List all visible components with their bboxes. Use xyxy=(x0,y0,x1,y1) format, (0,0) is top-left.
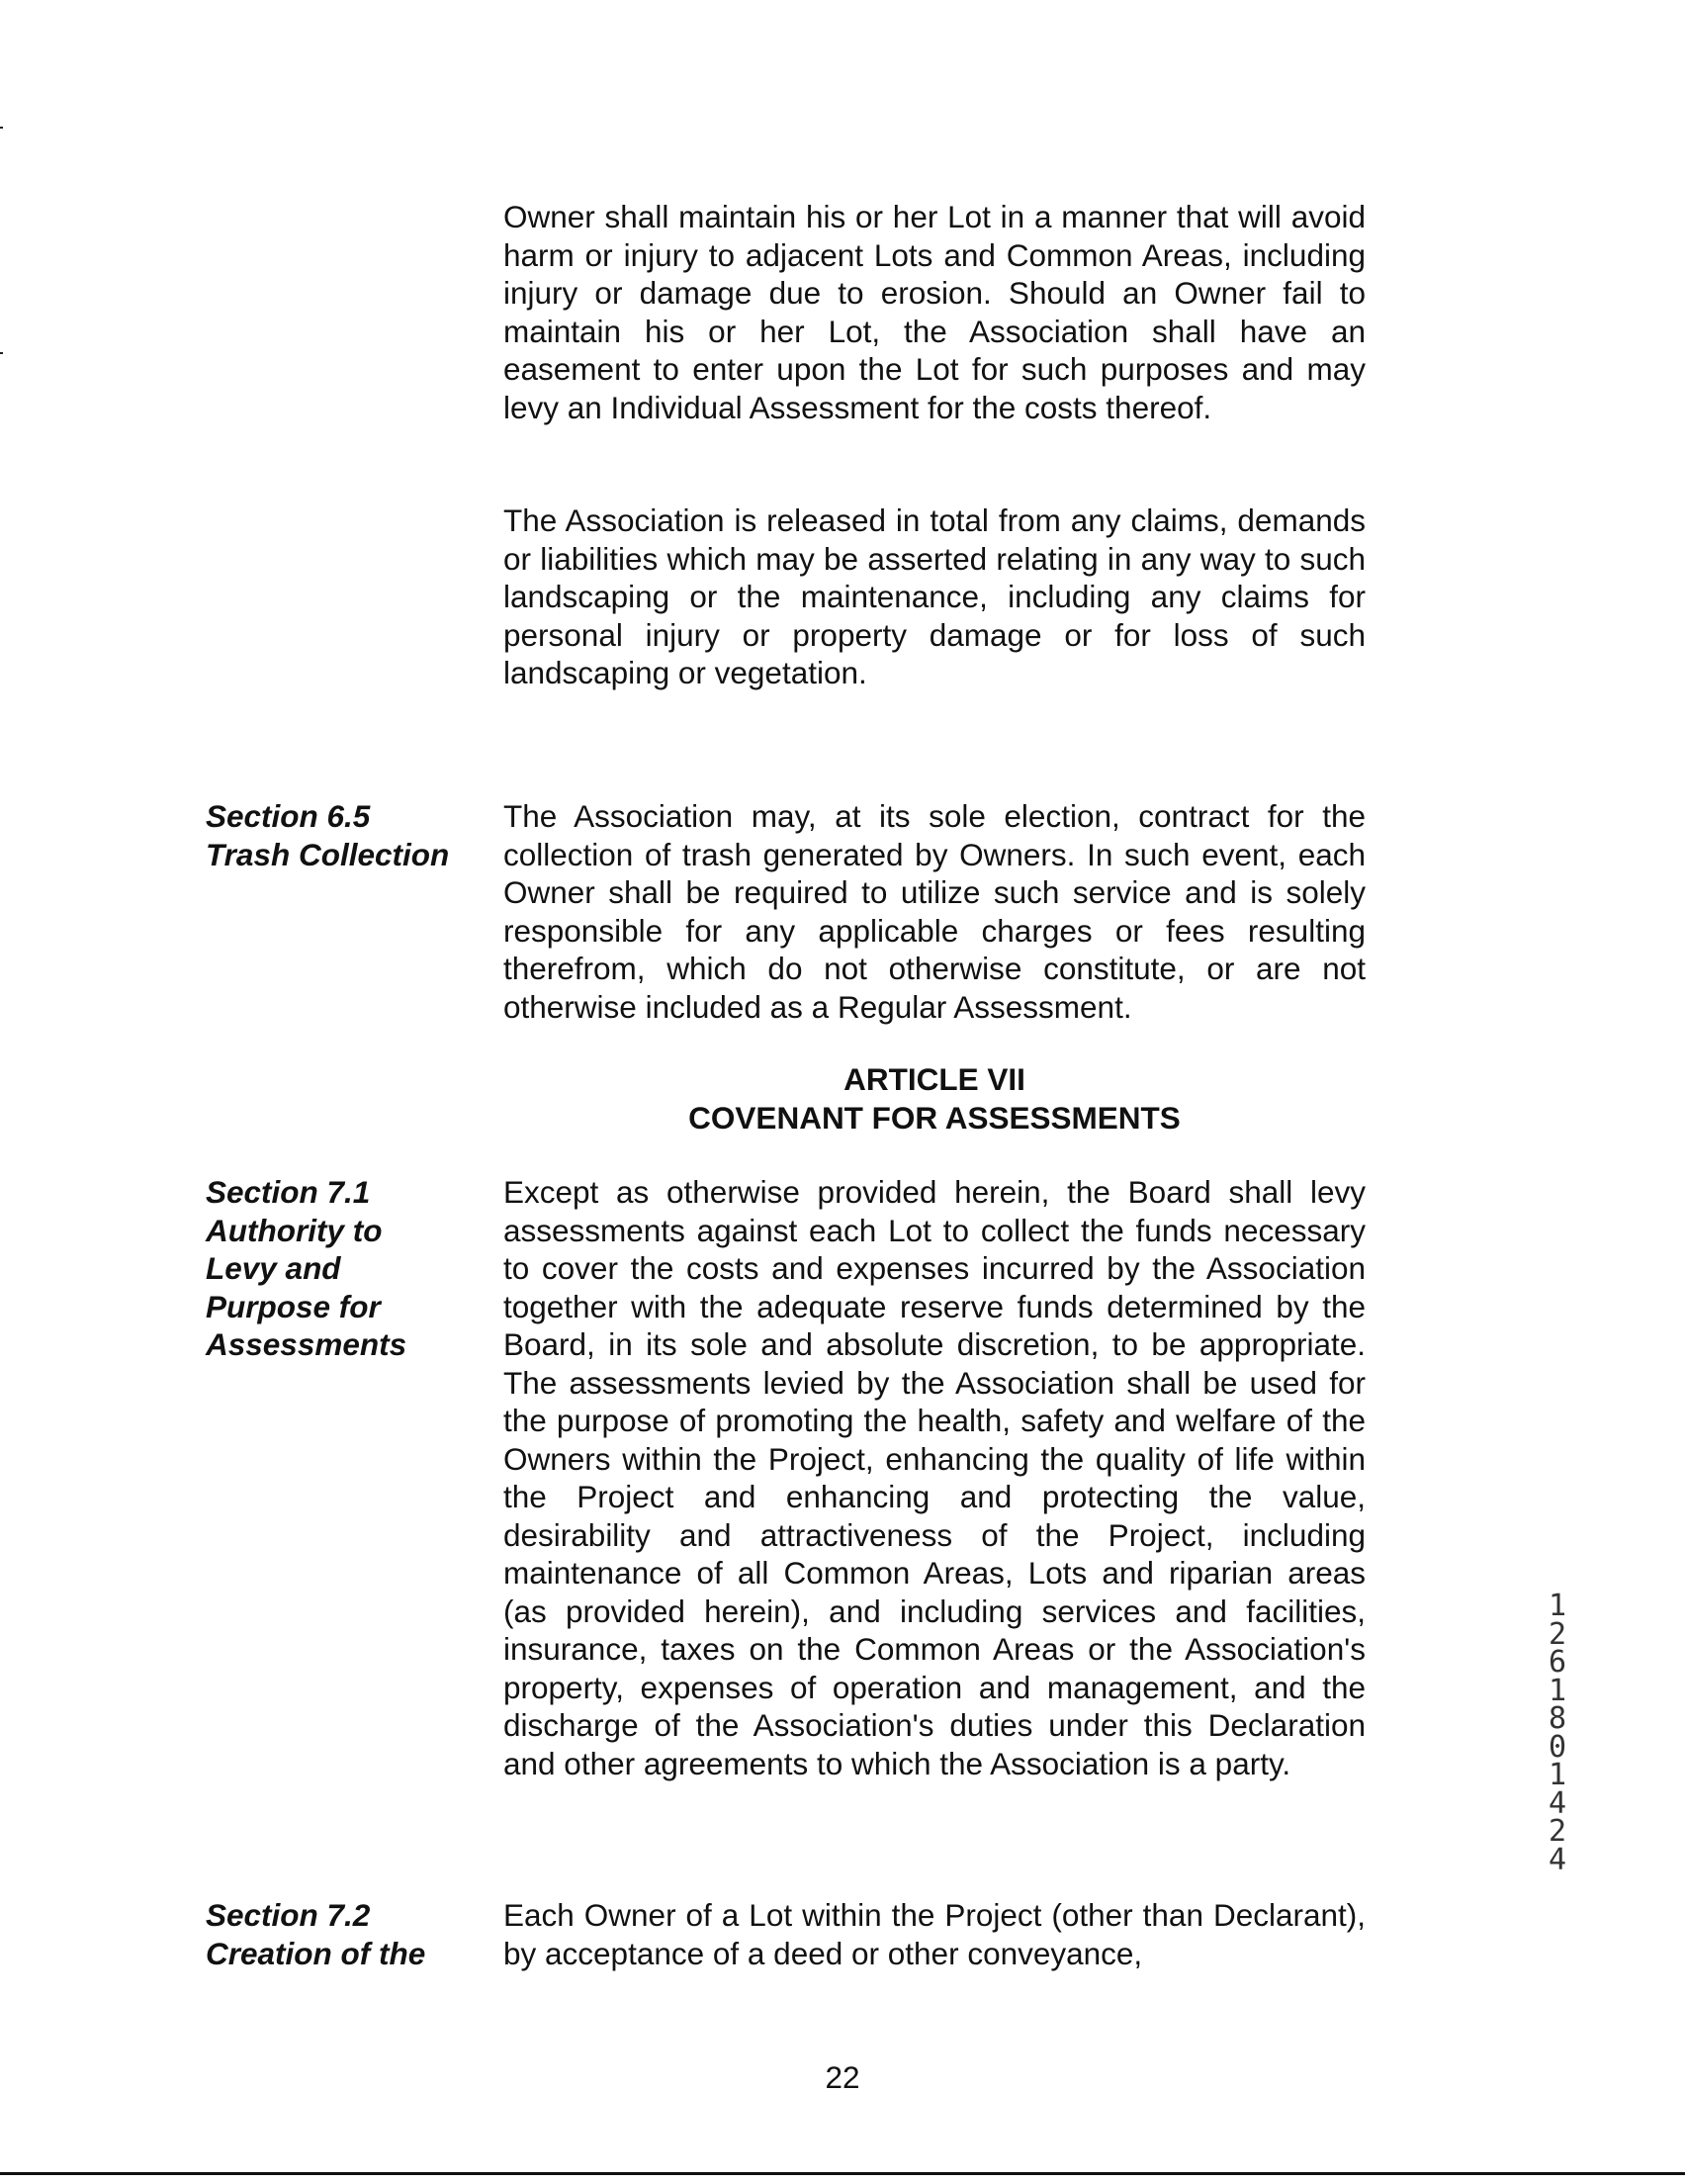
bottom-rule xyxy=(0,2172,1685,2175)
section-6-5-text: The Association may, at its sole election, contract for the collection of trash generated by Owners. In such event, each Owner shall be required to utilize such service and is solely responsible for any applicable charges or fees resulting therefrom, which do not otherwise constitute, or are not otherwise included as a Regular Assessment. xyxy=(503,798,1366,1025)
section-7-1-label xyxy=(206,1173,492,1364)
section-7-2-text: Each Owner of a Lot within the Project (other than Declarant), by acceptance of a deed or other conveyance, xyxy=(503,1897,1366,1971)
section-7-1-title-line: Assessments xyxy=(206,1326,407,1362)
section-6-5-title: Trash Collection xyxy=(206,836,450,872)
recording-stamp: 12618 01424 xyxy=(1548,1589,1567,1877)
paragraph-owner-maintenance: Owner shall maintain his or her Lot in a manner that will avoid harm or injury to adjacent Lots and Common Areas, including injury or damage due to erosion. Should an Owner fail to maintain his or her Lot, the Association shall have an easement to enter upon the Lot for such purposes and may levy an Individual Assessment for the costs thereof. xyxy=(503,199,1366,425)
edge-mark xyxy=(0,127,3,129)
section-7-1-title-line: Purpose for xyxy=(206,1288,381,1324)
article-heading xyxy=(503,1060,1366,1137)
section-7-2-title: Creation of the xyxy=(206,1935,426,1971)
section-7-1-title-line: Levy and xyxy=(206,1250,341,1286)
section-7-2-number: Section 7.2 xyxy=(206,1897,371,1933)
article-number: ARTICLE VII xyxy=(843,1061,1025,1097)
page-number: 22 xyxy=(825,2059,860,2095)
section-6-5-number: Section 6.5 xyxy=(206,798,371,834)
edge-mark xyxy=(0,352,3,354)
section-7-2-label xyxy=(206,1896,492,1972)
section-6-5-label xyxy=(206,797,492,873)
article-title: COVENANT FOR ASSESSMENTS xyxy=(688,1099,1181,1136)
section-7-1-number: Section 7.1 xyxy=(206,1174,371,1210)
section-7-1-title-line: Authority to xyxy=(206,1212,383,1248)
paragraph-association-release: The Association is released in total from any claims, demands or liabilities which may be asserted relating in any way to such landscaping or the maintenance, including any claims for personal injury or property damage or for loss of such landscaping or vegetation. xyxy=(503,502,1366,690)
section-7-1-text: Except as otherwise provided herein, the Board shall levy assessments against each Lot to collect the funds necessary to cover the costs and expenses incurred by the Association together with the adequate reserve funds determined by the Board, in its sole and absolute discretion, to be appropriate. The assessments levied by the Association shall be used for the purpose of promoting the health, safety and welfare of the Owners within the Project, enhancing the quality of life within the Project and enhancing and protecting the value, desirability and attractiveness of the Project, including maintenance of all Common Areas, Lots and riparian areas (as provided herein), and including services and facilities, insurance, taxes on the Common Areas or the Association's property, expenses of operation and management, and the discharge of the Association's duties under this Declaration and other agreements to which the Association is a party. xyxy=(503,1174,1366,1781)
